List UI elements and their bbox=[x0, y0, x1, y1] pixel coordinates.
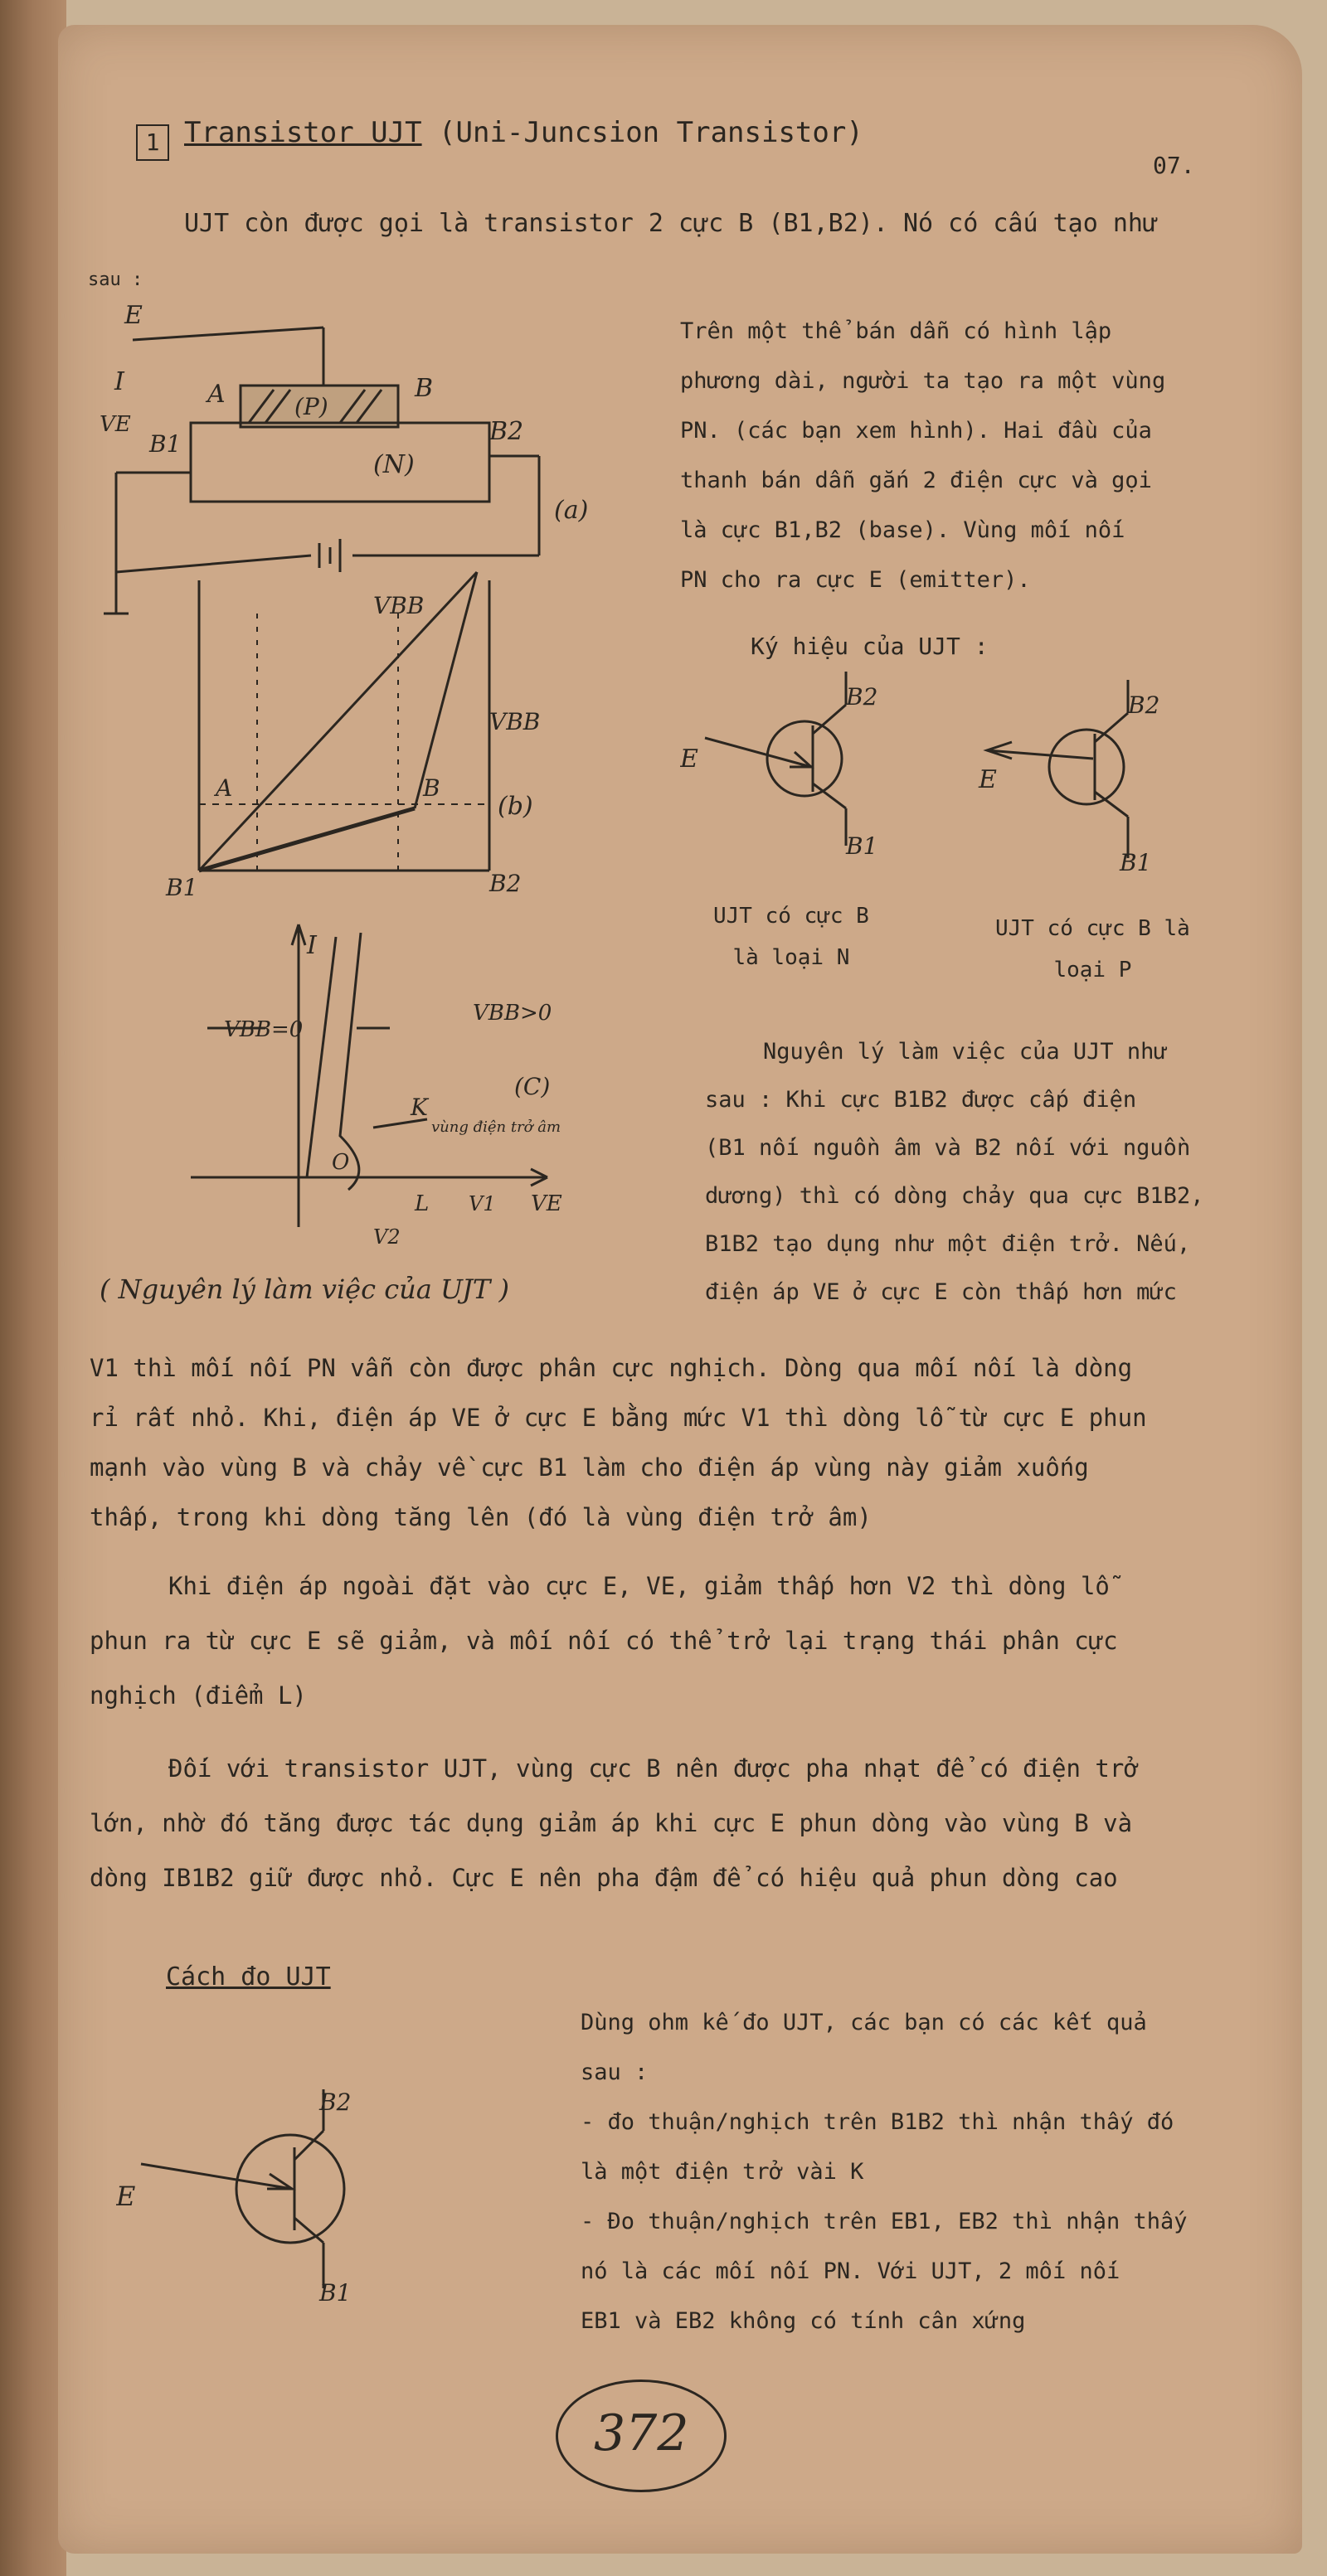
symbol-n-e: E bbox=[680, 745, 698, 774]
principle-line: sau : Khi cực B1B2 được cấp điện bbox=[705, 1087, 1137, 1113]
measure-line: là một điện trở vài K bbox=[581, 2159, 864, 2185]
label-neg-region: vùng điện trở âm bbox=[431, 1118, 561, 1136]
symbol-heading: Ký hiệu của UJT : bbox=[751, 633, 989, 660]
body-line: thấp, trong khi dòng tăng lên (đó là vùng điện trở âm) bbox=[90, 1503, 872, 1531]
label-n: (N) bbox=[373, 450, 415, 479]
measure-line: nó là các mối nối PN. Với UJT, 2 mối nối bbox=[581, 2258, 1120, 2284]
ujt-symbol-p-type bbox=[962, 680, 1194, 887]
caption-line: loại P bbox=[1053, 958, 1132, 982]
doping-paragraph bbox=[90, 1741, 1139, 1905]
label-vbb-side: VBB bbox=[489, 708, 541, 735]
body-line: Khi điện áp ngoài đặt vào cực E, VE, giảm thấp hơn V2 thì dòng lỗ bbox=[168, 1572, 1110, 1600]
measure-line: Dùng ohm kế đo UJT, các bạn có các kết quả bbox=[581, 2010, 1147, 2035]
structure-paragraph bbox=[680, 307, 1165, 605]
measure-line: - Đo thuận/nghịch trên EB1, EB2 thì nhận thấy bbox=[581, 2209, 1188, 2234]
measure-paragraph bbox=[581, 1998, 1188, 2346]
title-rest: (Uni-Juncsion Transistor) bbox=[421, 116, 863, 149]
structure-line: phương dài, người ta tạo ra một vùng bbox=[680, 368, 1166, 394]
structure-line: PN. (các bạn xem hình). Hai đầu của bbox=[680, 418, 1152, 444]
body-line: nghịch (điểm L) bbox=[90, 1681, 307, 1710]
section-number: 1 bbox=[136, 124, 169, 161]
symbol-n-b1: B1 bbox=[846, 832, 878, 860]
label-l: L bbox=[415, 1191, 430, 1216]
principle-line: dương) thì có dòng chảy qua cực B1B2, bbox=[705, 1183, 1204, 1209]
label-a-top: A bbox=[207, 380, 226, 409]
measure-line: EB1 và EB2 không có tính cân xứng bbox=[581, 2308, 1026, 2334]
body-line: mạnh vào vùng B và chảy về cực B1 làm cho điện áp vùng này giảm xuống bbox=[90, 1453, 1089, 1482]
body-line: phun ra từ cực E sẽ giảm, và mối nối có thể trở lại trạng thái phân cực bbox=[90, 1627, 1118, 1655]
principle-line: (B1 nối nguồn âm và B2 nối với nguồn bbox=[705, 1135, 1191, 1161]
body-line: rỉ rất nhỏ. Khi, điện áp VE ở cực E bằng mức V1 thì dòng lỗ từ cực E phun bbox=[90, 1404, 1147, 1432]
page-title bbox=[184, 116, 863, 149]
label-i: I bbox=[114, 367, 124, 396]
body-line: lớn, nhờ đó tăng được tác dụng giảm áp khi cực E phun dòng vào vùng B và bbox=[90, 1809, 1133, 1837]
principle-line: điện áp VE ở cực E còn thấp hơn mức bbox=[705, 1279, 1177, 1305]
label-b2-bottom: B2 bbox=[489, 870, 522, 897]
measure-line: - đo thuận/nghịch trên B1B2 thì nhận thấy đó bbox=[581, 2109, 1174, 2135]
label-b-mid: B bbox=[423, 774, 440, 802]
structure-line: Trên một thể bán dẫn có hình lập bbox=[680, 318, 1112, 344]
reverse-bias-paragraph bbox=[90, 1559, 1118, 1723]
body-line: Đối với transistor UJT, vùng cực B nên được pha nhạt để có điện trở bbox=[168, 1754, 1139, 1783]
label-a-mid: A bbox=[216, 774, 233, 802]
symbol-n-b2: B2 bbox=[846, 683, 878, 711]
structure-line: là cực B1,B2 (base). Vùng mối nối bbox=[680, 517, 1125, 543]
symbol-p-caption bbox=[995, 908, 1190, 991]
label-vbbgt0: VBB>0 bbox=[473, 1001, 552, 1026]
label-a-fig: (a) bbox=[554, 496, 589, 525]
label-ve: VE bbox=[100, 412, 131, 437]
principle-line: B1B2 tạo dụng như một điện trở. Nếu, bbox=[705, 1231, 1191, 1257]
caption-line: UJT có cực B bbox=[713, 904, 869, 929]
label-b-fig: (b) bbox=[498, 792, 533, 821]
measure-heading: Cách đo UJT bbox=[166, 1962, 331, 1991]
caption-line: UJT có cực B là bbox=[995, 916, 1190, 941]
caption-line: là loại N bbox=[732, 945, 850, 970]
label-v2: V2 bbox=[373, 1225, 401, 1249]
body-line: V1 thì mối nối PN vẫn còn được phân cực nghịch. Dòng qua mối nối là dòng bbox=[90, 1354, 1133, 1382]
label-b2-top: B2 bbox=[489, 417, 524, 446]
ujt-structure-diagram bbox=[100, 298, 680, 1277]
label-b-top: B bbox=[415, 374, 434, 403]
label-c-fig: (C) bbox=[514, 1073, 551, 1100]
page-number-bottom: 372 bbox=[594, 2404, 689, 2462]
ujt-symbol-measure bbox=[116, 2073, 365, 2305]
principle-continued bbox=[90, 1343, 1147, 1542]
label-vbb0: VBB=0 bbox=[224, 1017, 304, 1042]
label-o: O bbox=[332, 1150, 350, 1175]
intro-line: UJT còn được gọi là transistor 2 cực B (B1,B2). Nó có cấu tạo như bbox=[184, 209, 1158, 238]
structure-line: thanh bán dẫn gắn 2 điện cực và gọi bbox=[680, 468, 1152, 493]
symbol-p-b2: B2 bbox=[1128, 691, 1160, 719]
symbol-p-b1: B1 bbox=[1120, 849, 1152, 876]
ujt-symbol-n-type bbox=[680, 672, 929, 879]
body-line: dòng IB1B2 giữ được nhỏ. Cực E nên pha đậm để có hiệu quả phun dòng cao bbox=[90, 1864, 1118, 1892]
structure-line: PN cho ra cực E (emitter). bbox=[680, 567, 1031, 593]
label-ve-axis: VE bbox=[531, 1191, 562, 1216]
diagram-caption: ( Nguyên lý làm việc của UJT ) bbox=[100, 1273, 509, 1305]
principle-paragraph bbox=[705, 1028, 1203, 1317]
label-v1: V1 bbox=[469, 1192, 496, 1215]
label-vbb-top: VBB bbox=[373, 592, 425, 619]
label-k: K bbox=[411, 1094, 428, 1121]
intro-sau: sau : bbox=[88, 269, 143, 290]
label-p: (P) bbox=[294, 393, 328, 420]
measure-b2: B2 bbox=[319, 2088, 352, 2116]
title-underlined: Transistor UJT bbox=[184, 116, 422, 149]
book-binding bbox=[0, 0, 66, 2576]
label-b1-top: B1 bbox=[149, 430, 182, 458]
measure-line: sau : bbox=[581, 2059, 649, 2085]
label-i-axis: I bbox=[307, 931, 317, 960]
measure-e: E bbox=[116, 2181, 136, 2212]
page-number-top: 07. bbox=[1153, 152, 1195, 179]
measure-b1: B1 bbox=[319, 2279, 352, 2305]
principle-line: Nguyên lý làm việc của UJT như bbox=[763, 1039, 1168, 1065]
label-b1-bottom: B1 bbox=[166, 874, 198, 901]
label-e: E bbox=[124, 301, 143, 330]
symbol-p-e: E bbox=[979, 765, 997, 794]
symbol-n-caption bbox=[713, 895, 869, 978]
